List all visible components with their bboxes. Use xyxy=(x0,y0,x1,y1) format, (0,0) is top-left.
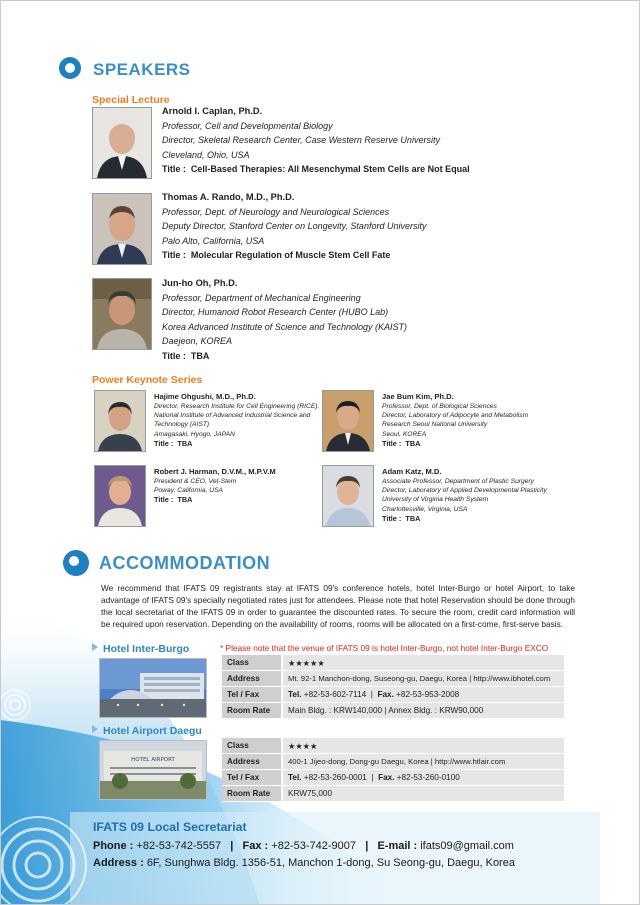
title-label: Title : xyxy=(162,350,186,361)
speaker-affiliation: Seoul, KOREA xyxy=(382,430,427,438)
fax-label: Fax : xyxy=(242,840,269,852)
speaker-talk-title xyxy=(162,248,426,263)
keynote-katz xyxy=(382,466,547,523)
speaker-photo-caplan xyxy=(92,107,152,179)
speaker-affiliation: Director, Laboratory of Applied Developmental Plasticity xyxy=(382,487,547,495)
fax-label: Fax. xyxy=(378,773,395,782)
title-label: Title : xyxy=(162,250,186,260)
hotel-table-airport-daegu xyxy=(222,738,564,802)
hotel-rate: Main Bldg. : KRW140,000 | Annex Bldg. : KRW90,000 xyxy=(282,703,564,719)
table-row xyxy=(222,687,564,703)
speaker-photo-rando xyxy=(92,193,152,265)
hotel-tel-fax: Tel. +82-53-260-0001 | Fax. +82-53-260-0100 xyxy=(282,770,564,786)
table-row xyxy=(222,738,564,754)
arrow-right-icon xyxy=(92,643,98,651)
title-label: Title : xyxy=(382,438,402,448)
address-label: Address : xyxy=(93,857,144,869)
speaker-name: Robert J. Harman, D.V.M., M.P.V.M xyxy=(154,467,276,476)
hotel-address: 400-1 Jijeo-dong, Dong-gu Daegu, Korea | http://www.htlair.com xyxy=(282,754,564,770)
hotel-name-airport-daegu xyxy=(92,725,202,737)
arrow-right-icon xyxy=(92,725,98,733)
hotel-photo-airport-daegu xyxy=(99,740,207,800)
keynote-harman xyxy=(154,466,276,505)
speaker-affiliation: Charlottesville, Virginia, USA xyxy=(382,505,468,513)
accommodation-paragraph: We recommend that IFATS 09 registrants stay at IFATS 09's conference hotels, hotel Inter-Burgo or hotel Airport, to take advantage of IFATS 09's specially negotiated rates just for attendees. Please note that hotel Reservation should be done through the local secretariat of the IFATS 09 in order to guarantee the discounted rates. To secure the room, credit card information will be required upon reservation. Depending on the availability of rooms, rooms will be allocated on a first-come, first-serve basis. xyxy=(101,583,575,629)
row-label: Class xyxy=(222,738,282,754)
secretariat-contact-line: Phone : +82-53-742-5557 | Fax : +82-53-742-9007 | E-mail : ifats09@gmail.com xyxy=(93,840,514,852)
secretariat-box xyxy=(93,820,543,872)
keynote-photo-kim xyxy=(322,390,374,452)
speaker-talk-title xyxy=(162,349,407,364)
speaker-affiliation: Research Seoul National University xyxy=(382,421,488,429)
speaker-affiliation: Director, Skeletal Research Center, Case Western Reserve University xyxy=(162,135,440,145)
speaker-name: Adam Katz, M.D. xyxy=(382,467,442,476)
section-bullet-icon xyxy=(63,550,89,576)
table-row xyxy=(222,703,564,719)
secretariat-address-line xyxy=(93,855,543,872)
title-label: Title : xyxy=(382,513,402,523)
talk-title: TBA xyxy=(405,513,421,523)
hotel-name-text: Hotel Inter-Burgo xyxy=(103,643,190,655)
venue-note: * Please note that the venue of IFATS 09 is hotel Inter-Burgo, not hotel Inter-Burgo EXCO xyxy=(220,643,549,653)
table-row xyxy=(222,770,564,786)
email-link[interactable]: ifats09@gmail.com xyxy=(420,840,514,852)
table-row xyxy=(222,655,564,671)
fax-value: +82-53-260-0100 xyxy=(396,773,460,782)
hotel-tel-fax: Tel. +82-53-602-7114 | Fax. +82-53-953-2008 xyxy=(282,687,564,703)
keynote-photo-katz xyxy=(322,465,374,527)
speaker-talk-title xyxy=(382,514,547,523)
row-label: Address xyxy=(222,754,282,770)
speaker-affiliation: Poway, California, USA xyxy=(154,487,224,495)
speaker-name: Hajime Ohgushi, M.D., Ph.D. xyxy=(154,392,256,401)
speaker-talk-title xyxy=(154,439,319,448)
speaker-affiliation: Professor, Dept. of Neurology and Neurological Sciences xyxy=(162,206,390,217)
speaker-affiliation: Professor, Dept. of Biological Sciences xyxy=(382,403,497,410)
tel-label: Tel. xyxy=(288,773,302,782)
tel-value: +82-53-260-0001 xyxy=(303,773,367,782)
fax-value: +82-53-953-2008 xyxy=(396,690,460,699)
speaker-affiliation: Amagasaki, Hyogo, JAPAN xyxy=(154,430,235,438)
speaker-name: Arnold I. Caplan, Ph.D. xyxy=(162,106,263,116)
hotel-name-text: Hotel Airport Daegu xyxy=(103,725,202,737)
row-label: Class xyxy=(222,655,282,671)
table-row xyxy=(222,754,564,770)
keynote-photo-harman xyxy=(94,465,146,527)
hotel-table-inter-burgo xyxy=(222,655,564,719)
title-label: Title : xyxy=(162,164,186,174)
speaker-affiliation: Director, Humanoid Robot Research Center (HUBO Lab) xyxy=(162,307,389,317)
row-label: Room Rate xyxy=(222,786,282,802)
talk-title: Molecular Regulation of Muscle Stem Cell Fate xyxy=(190,250,391,260)
speaker-affiliation: Deputy Director, Stanford Center on Longevity, Stanford University xyxy=(162,221,427,231)
speaker-affiliation: Technology (AIST) xyxy=(154,421,210,429)
hotel-photo-inter-burgo xyxy=(99,658,207,718)
talk-title: TBA xyxy=(177,495,193,505)
row-label: Address xyxy=(222,671,282,687)
hotel-name-inter-burgo xyxy=(92,643,189,655)
speaker-affiliation: Professor, Cell and Developmental Biology xyxy=(162,120,333,131)
row-label: Tel / Fax xyxy=(222,687,282,703)
email-label: E-mail : xyxy=(377,840,418,852)
fax-label: Fax. xyxy=(377,690,394,699)
speaker-affiliation: Director, Laboratory of Adipocyte and Metabolism xyxy=(382,412,529,420)
speaker-name: Thomas A. Rando, M.D., Ph.D. xyxy=(162,192,295,202)
address-value: 6F, Sunghwa Bldg. 1356-51, Manchon 1-dong, Su Seong-gu, Daegu, Korea xyxy=(146,857,515,869)
title-label: Title : xyxy=(154,438,174,448)
speaker-affiliation: University of Virginia Health System xyxy=(382,496,489,504)
row-label: Room Rate xyxy=(222,703,282,719)
hotel-address: Mt. 92-1 Manchon-dong, Suseong-gu, Daegu, Korea | http://www.ibhotel.com xyxy=(282,671,564,687)
talk-title: TBA xyxy=(190,350,210,361)
hotel-stars: ★★★★★ xyxy=(282,655,564,671)
speaker-affiliation: Director, Research Institute for Cell Engineering (RICE), xyxy=(154,403,320,410)
speaker-affiliation: Korea Advanced Institute of Science and Technology (KAIST) xyxy=(162,321,407,332)
speaker-oh xyxy=(162,276,407,363)
speaker-rando xyxy=(162,190,426,263)
talk-title: TBA xyxy=(405,438,421,448)
table-row xyxy=(222,786,564,802)
speaker-affiliation: Palo Alto, California, USA xyxy=(162,235,265,246)
accommodation-heading: ACCOMMODATION xyxy=(99,553,271,573)
title-label: Title : xyxy=(154,495,174,505)
keynote-ohgushi xyxy=(154,391,319,448)
keynote-photo-ohgushi xyxy=(94,390,146,452)
talk-title: Cell-Based Therapies: All Mesenchymal Stem Cells are Not Equal xyxy=(190,164,470,174)
hotel-rate: KRW75,000 xyxy=(282,786,564,802)
speaker-affiliation: Daejeon, KOREA xyxy=(162,336,233,346)
power-keynote-heading: Power Keynote Series xyxy=(92,374,203,386)
hotel-stars: ★★★★ xyxy=(282,738,564,754)
speaker-talk-title xyxy=(162,162,470,177)
tel-label: Tel. xyxy=(288,690,302,699)
speaker-photo-oh xyxy=(92,278,152,350)
section-bullet-icon xyxy=(59,57,81,79)
phone-value: +82-53-742-5557 xyxy=(136,840,222,852)
speaker-affiliation: National Institute of Advanced Industrial Science and xyxy=(154,412,311,420)
tel-value: +82-53-602-7114 xyxy=(303,690,367,699)
table-row xyxy=(222,671,564,687)
speaker-talk-title xyxy=(382,439,528,448)
talk-title: TBA xyxy=(177,438,193,448)
hotel-sign: HOTEL AIRPORT xyxy=(131,757,175,763)
speaker-affiliation: Professor, Department of Mechanical Engineering xyxy=(162,292,361,303)
special-lecture-heading: Special Lecture xyxy=(92,94,170,106)
speaker-affiliation: Associate Professor, Department of Plastic Surgery xyxy=(382,478,535,485)
row-label: Tel / Fax xyxy=(222,770,282,786)
fax-value: +82-53-742-9007 xyxy=(271,840,357,852)
speaker-affiliation: President & CEO, Vet-Stem xyxy=(154,478,237,485)
speaker-name: Jae Bum Kim, Ph.D. xyxy=(382,392,454,401)
speaker-talk-title xyxy=(154,495,276,504)
speaker-affiliation: Cleveland, Ohio, USA xyxy=(162,149,250,160)
speaker-name: Jun-ho Oh, Ph.D. xyxy=(162,278,238,288)
speakers-heading: SPEAKERS xyxy=(93,60,191,79)
keynote-kim xyxy=(382,391,528,448)
phone-label: Phone : xyxy=(93,840,134,852)
secretariat-title: IFATS 09 Local Secretariat xyxy=(93,820,247,834)
speaker-caplan xyxy=(162,104,470,177)
